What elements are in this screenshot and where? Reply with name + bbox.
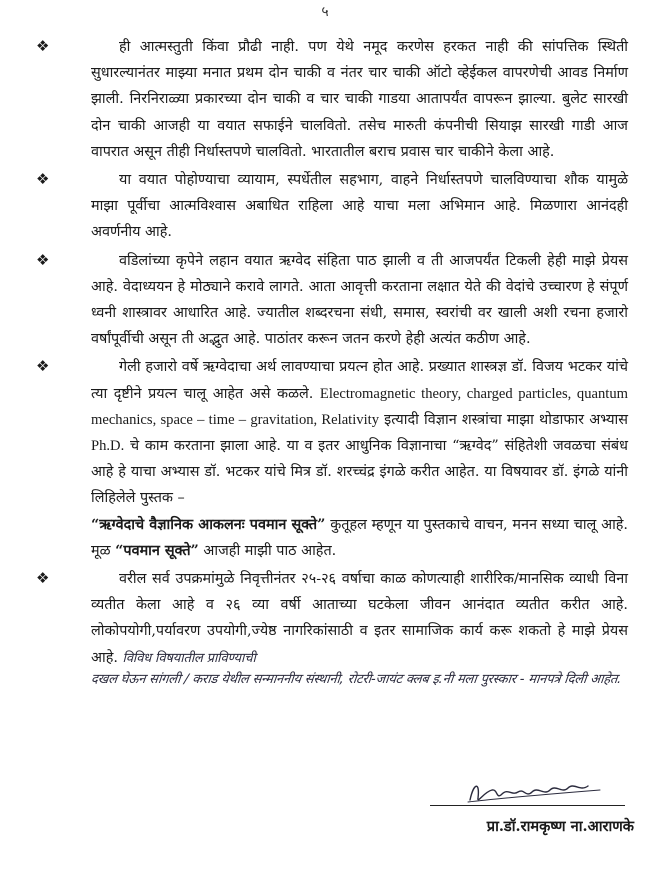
diamond-bullet-icon: ❖ [36,569,50,588]
paragraph-text: वरील सर्व उपक्रमांमुळे निवृत्तीनंतर २५-२६ वर्षाचा काळ कोणत्याही शारीरिक/मानसिक व्याधी विना व्यतीत केला आहे व २६ व्या वर्षी आताच्या घटकेला जीवन आनंदात व्यतीत करीत आहे. लोकोपयोगी,पर्यावरण उपयोगी,ज्येष्ठ नागरिकांसाठी व इतर सामाजिक कार्य करू शकतो हे माझे प्रेयस आहे. [91,571,628,666]
page-number: ५ [321,4,329,20]
handwritten-note: दखल घेऊन सांगली / कराड येथील सन्माननीय संस्थानी, रोटरी-जायंट क्लब इ.नी मला पुरस्कार - मानपत्रे दिली आहेत. [90,671,622,687]
paragraph-science [36,354,628,564]
paragraph-retirement [36,566,628,690]
paragraph-text: या वयात पोहोण्याचा व्यायाम, स्पर्धेतील सहभाग, वाहने निर्धास्तपणे चालविण्याचा शौक यामुळे माझा पूर्वीचा आत्मविश्वास अबाधित राहिला आहे याचा मला अभिमान आहे. मिळणारा आनंदही अवर्णनीय आहे. [91,172,628,241]
paragraph-text: गेली हजारो वर्षे ऋग्वेदाचा अर्थ लावण्याचा प्रयत्न होत आहे. प्रख्यात शास्त्रज्ञ डॉ. विजय भटकर यांचे त्या दृष्टीने प्रयत्न चालू आहेत असे कळले. [91,359,628,402]
diamond-bullet-icon: ❖ [36,37,50,55]
signature-line [430,805,625,806]
handwritten-note: विविध विषयातील प्राविण्याची [122,650,256,666]
quoted-title: “पवमान सूक्ते” [115,541,199,559]
diamond-bullet-icon: ❖ [36,250,50,269]
diamond-bullet-icon: ❖ [36,357,50,376]
phd-label: Ph.D. [91,438,125,455]
author-name: प्रा.डॉ.रामकृष्ण ना.आराणके [486,818,634,835]
signature-scribble [440,772,630,812]
paragraph-vehicles [36,34,628,165]
book-title: “ऋग्वेदाचे वैज्ञानिक आकलनः पवमान सूक्ते” [91,515,326,533]
document-body [36,34,628,692]
paragraph-text: चे काम करताना झाला आहे. या व इतर आधुनिक विज्ञानाचा “ऋग्वेद” संहितेशी जवळचा संबंध आहे हे याचा अभ्यास डॉ. भटकर यांचे मित्र डॉ. शरच्चंद्र इंगळे करीत आहेत. या विषयावर डॉ. इंगळे यांनी लिहिलेले पुस्तक – [91,438,628,507]
paragraph-text: इत्यादी विज्ञान शस्त्रांचा माझा थोडाफार अभ्यास [384,411,629,428]
paragraph-confidence [36,167,628,246]
paragraph-rigveda [36,248,628,353]
paragraph-text: आजही माझी पाठ आहेत. [203,542,337,559]
paragraph-text: वडिलांच्या कृपेने लहान वयात ऋग्वेद संहिता पाठ झाली व ती आजपर्यंत टिकली हेही माझे प्रेयस आहे. वेदाध्ययन हे मोठ्याने करावे लागते. आता आवृत्ती करताना लक्षात येते की वेदांचे उच्चारण हे संपूर्ण ध्वनी शास्त्रावर आधारित आहे. ज्यातील शब्दरचना संधी, समास, स्वरांची वर खाली अशी रचना हजारो वर्षांपूर्वीची असून ती अद्भुत आहे. पाठांतर करून जतन करणे हेही अत्यंत कठीण आहे. [91,252,628,348]
diamond-bullet-icon: ❖ [36,170,50,189]
paragraph-text: कुतूहल म्हणून या पुस्तकाचे वाचन, मनन सध्या चालू आहे. मूळ [91,516,628,559]
science-topics: Electromagnetic theory, charged particles, quantum mechanics, space – time – gravitation, Relativity [91,385,629,428]
paragraph-text: ही आत्मस्तुती किंवा प्रौढी नाही. पण येथे नमूद करणेस हरकत नाही की सांपत्तिक स्थिती सुधारल्यानंतर माझ्या मनात प्रथम दोन चाकी व नंतर चार चाकी ऑटो व्हेईकल वापरणेची आवड निर्माण झाली. निरनिराळ्या प्रकारच्या दोन चाकी व चार चाकी गाडया आतापर्यंत वापरून झाल्या. बुलेट सारखी दोन चाकी आजही या वयात सफाईने चालवितो. तसेच मारुती कंपनीची सियाझ सारखी गाडी आज वापरात असून तीही निर्धास्तपणे चालवितो. भारतातील बराच प्रवास चार चाकीने केला आहे. [91,39,628,160]
